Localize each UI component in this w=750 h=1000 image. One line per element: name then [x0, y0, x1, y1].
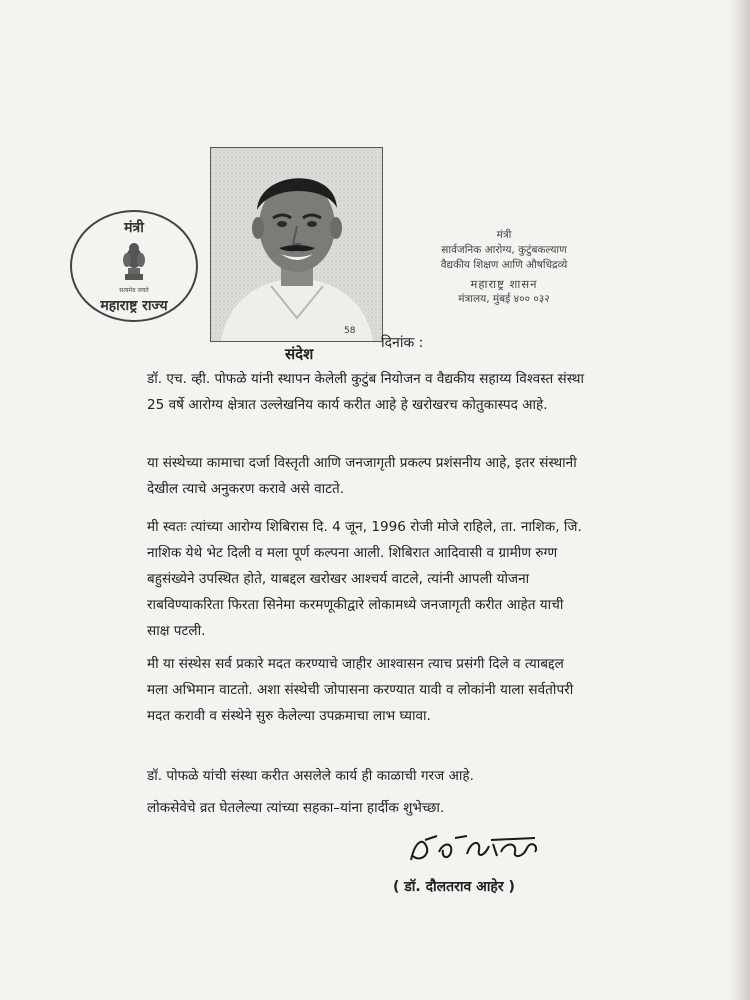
- date-label: दिनांक :: [381, 335, 424, 351]
- lion-capital-emblem-icon: [119, 240, 149, 288]
- seal-top-text: मंत्री: [124, 220, 144, 236]
- message-paragraph-6: लोकसेवेचे व्रत घेतलेल्या त्यांच्या सहका–यांना हार्दीक शुभेच्छा.: [147, 800, 445, 816]
- minister-designation-block: [404, 228, 604, 307]
- photo-caption: 58: [344, 326, 356, 336]
- seal-bottom-text: महाराष्ट्र राज्य: [100, 298, 168, 314]
- government-name: महाराष्ट्र शासन: [470, 277, 538, 291]
- message-paragraph-5: डॉ. पोफळे यांची संस्था करीत असलेले कार्य ही काळाची गरज आहे.: [147, 768, 474, 784]
- minister-portrait-photo: [210, 147, 383, 342]
- minister-title: मंत्री: [496, 229, 512, 241]
- portfolio-line-1: सार्वजनिक आरोग्य, कुटुंबकल्याण: [441, 244, 567, 256]
- seal-motto: सत्यमेव जयते: [119, 287, 149, 294]
- message-paragraph-2: या संस्थेच्या कामाचा दर्जा विस्तृती आणि जनजागृती प्रकल्प प्रशंसनीय आहे, इतर संस्थानी देखील त्याचे अनुकरण करावे असे वाटते.: [147, 455, 577, 497]
- office-address: मंत्रालय, मुंबई ४०० ०३२: [458, 293, 550, 305]
- signatory-name: ( डॉ. दौलतराव आहेर ): [393, 879, 515, 895]
- message-paragraph-1: डॉ. एच. व्ही. पोफळे यांनी स्थापन केलेली कुटुंब नियोजन व वैद्यकीय सहाय्य विश्वस्त संस्था 25 वर्षे आरोग्य क्षेत्रात उल्लेखनिय कार्य करीत आहे हे खरोखरच कोतुकास्पद आहे.: [147, 371, 584, 413]
- portfolio-line-2: वैद्यकीय शिक्षण आणि औषधिद्रव्ये: [440, 259, 568, 271]
- handwritten-signature: [405, 822, 545, 876]
- message-paragraph-4: मी या संस्थेस सर्व प्रकारे मदत करण्याचे जाहीर आश्वासन त्याच प्रसंगी दिले व त्याबद्दल मला अभिमान वाटतो. अशा संस्थेची जोपासना करण्यात यावी व लोकांनी याला सर्वतोपरी मदत करावी व संस्थेने सुरु केलेल्या उपक्रमाचा लाभ घ्यावा.: [147, 656, 574, 724]
- official-seal: [70, 210, 198, 322]
- message-title: संदेश: [285, 345, 314, 363]
- message-paragraph-3: मी स्वतः त्यांच्या आरोग्य शिबिरास दि. 4 जून, 1996 रोजी मोजे राहिले, ता. नाशिक, जि. नाशिक येथे भेट दिली व मला पूर्ण कल्पना आली. शिबिरात आदिवासी व ग्रामीण रुग्ण बहुसंख्येने उपस्थित होते, याबद्दल खरोखर आश्चर्य वाटले, त्यांनी आपली योजना राबविण्याकरिता फिरता सिनेमा करमणूकीद्वारे लोकामध्ये जनजागृती करीत आहेत याची साक्ष पटली.: [147, 519, 582, 639]
- page-edge: [728, 0, 750, 1000]
